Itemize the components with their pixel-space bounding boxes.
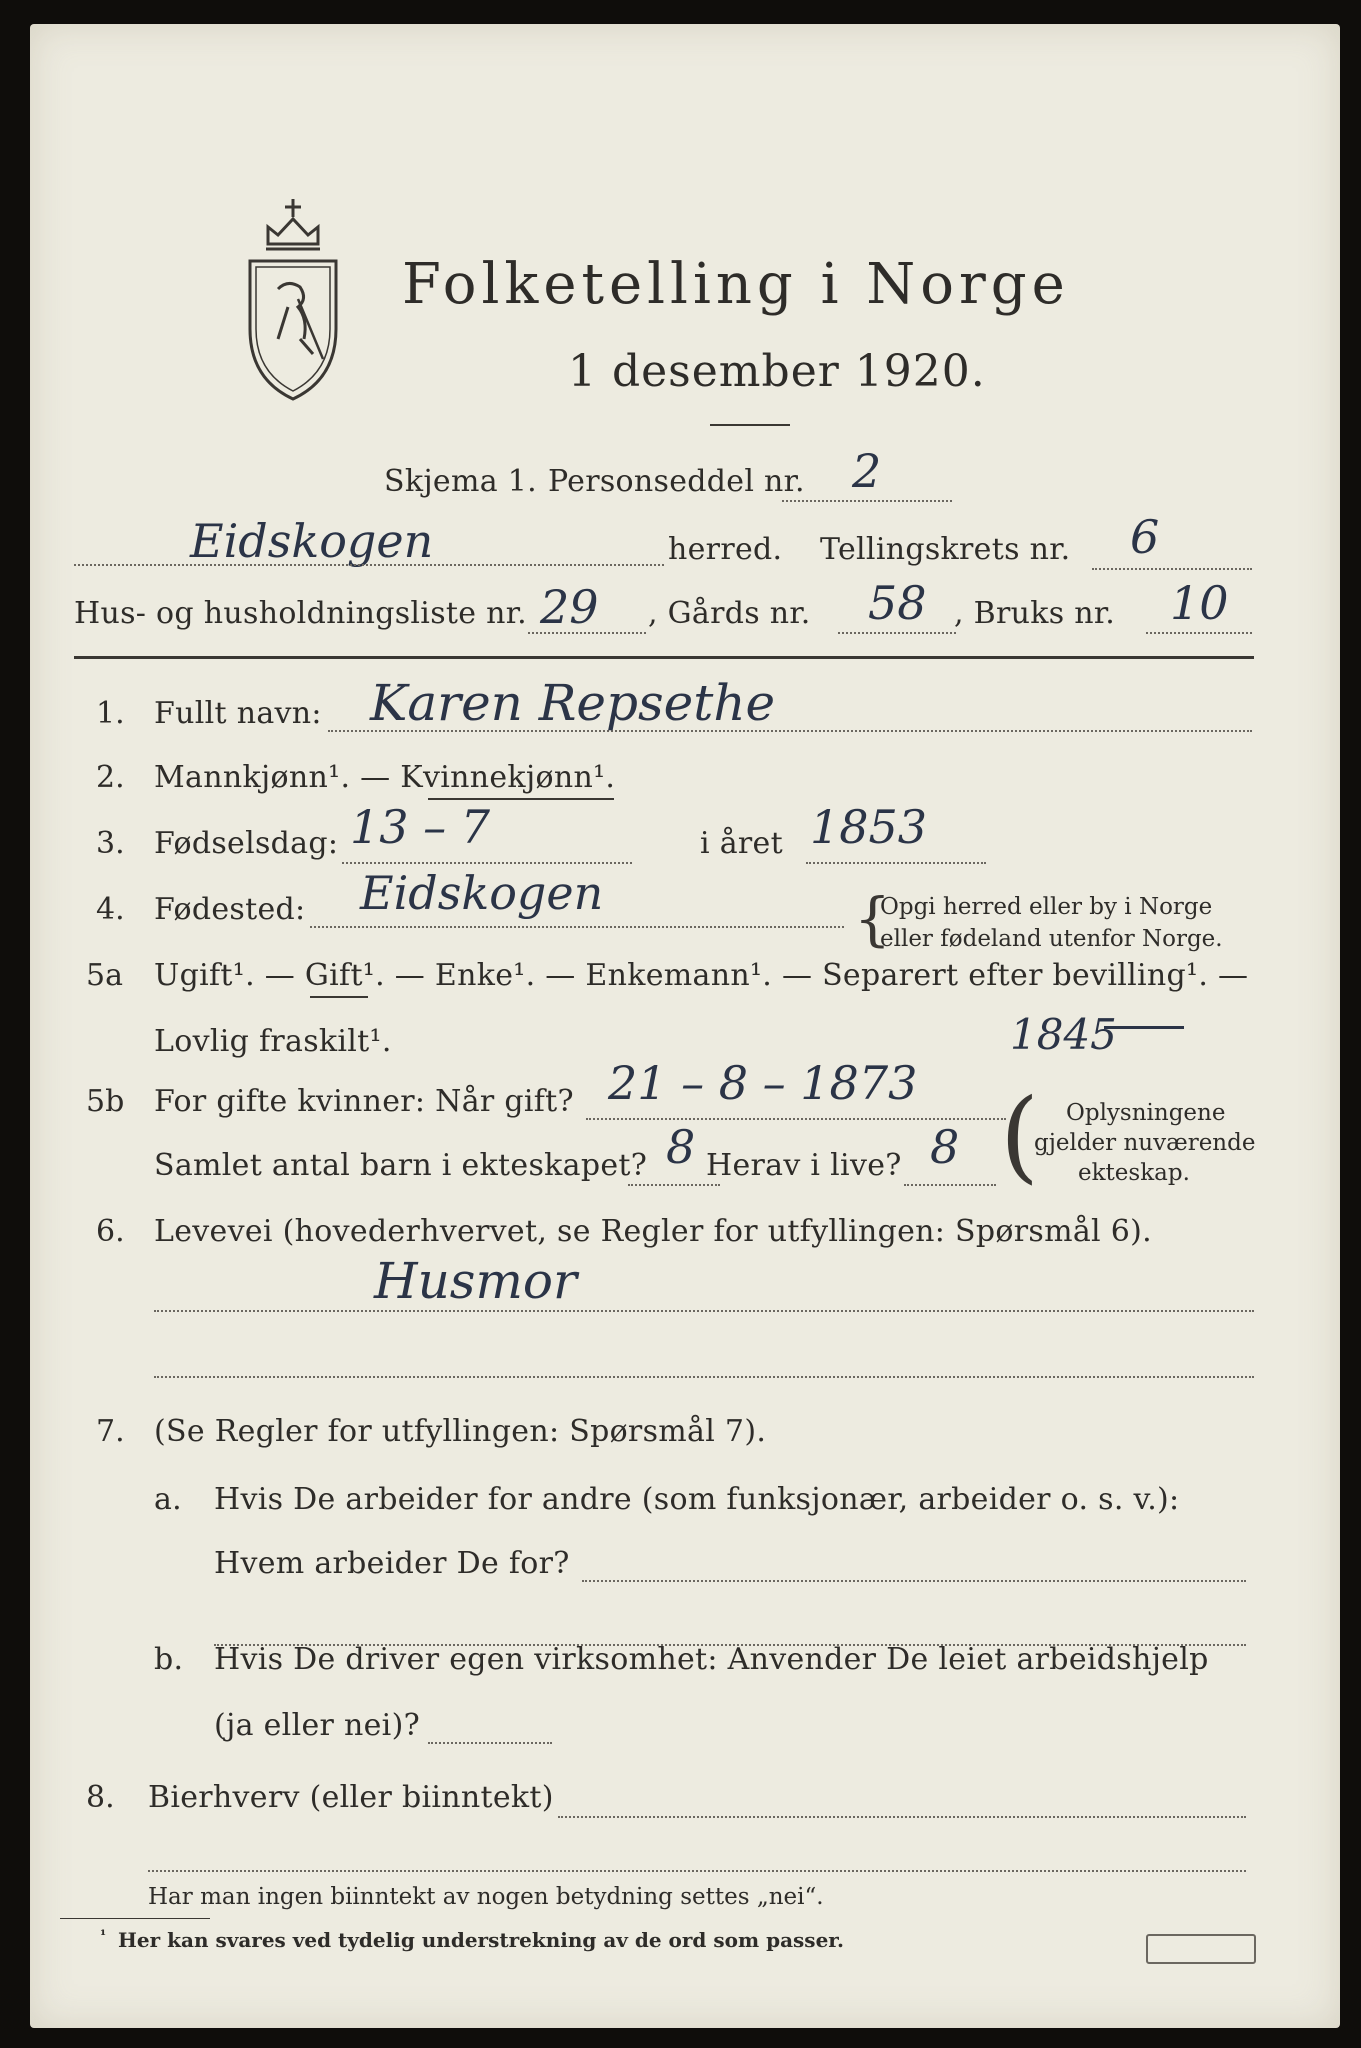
q1-number: 1. <box>96 696 125 731</box>
header-rule <box>74 656 1254 659</box>
husholdning-value[interactable]: 29 <box>540 580 599 634</box>
side-income-field-2[interactable] <box>148 1870 1246 1872</box>
alive-value[interactable]: 8 <box>930 1120 960 1174</box>
birthplace-field[interactable] <box>310 926 844 928</box>
q1-label: Fullt navn: <box>154 696 322 731</box>
q7-number: 7. <box>96 1414 125 1449</box>
form-title: Folketelling i Norge <box>402 252 1070 317</box>
gift-underline <box>310 996 368 998</box>
personseddel-label: Personseddel nr. <box>548 464 805 499</box>
herred-field[interactable] <box>74 564 664 566</box>
gards-value[interactable]: 58 <box>868 576 927 630</box>
year-label: i året <box>700 826 783 861</box>
printer-stamp <box>1146 1934 1256 1964</box>
q3-number: 3. <box>96 826 125 861</box>
full-name-value[interactable]: Karen Repsethe <box>370 674 776 732</box>
birth-year-field[interactable] <box>806 862 986 864</box>
children-label: Samlet antal barn i ekteskapet? <box>154 1148 648 1183</box>
q2-number: 2. <box>96 760 125 795</box>
footer-note: Har man ingen biinntekt av nogen betydning settes „nei“. <box>148 1884 824 1910</box>
tellingskrets-field[interactable] <box>1092 568 1252 570</box>
children-field[interactable] <box>628 1184 720 1186</box>
marriage-annotation: 1845 <box>1010 1010 1117 1059</box>
married-date-value[interactable]: 21 – 8 – 1873 <box>608 1056 918 1110</box>
q7a-line1: Hvis De arbeider for andre (som funksjonær, arbeider o. s. v.): <box>214 1482 1180 1517</box>
occupation-value[interactable]: Husmor <box>374 1252 577 1310</box>
q5b-note-line1: Oplysningene <box>1066 1100 1226 1126</box>
q4-number: 4. <box>96 892 125 927</box>
q8-label: Bierhverv (eller biinntekt) <box>148 1780 554 1815</box>
q5b-note-line2: gjelder nuværende <box>1034 1130 1256 1156</box>
q7b-line2: (ja eller nei)? <box>214 1708 420 1743</box>
q7-label: (Se Regler for utfyllingen: Spørsmål 7). <box>154 1414 767 1449</box>
footnote-text: Her kan svares ved tydelig understrekning av de ord som passer. <box>118 1928 844 1952</box>
occupation-field-1[interactable] <box>154 1310 1254 1312</box>
skjema-label: Skjema 1. <box>384 464 537 499</box>
title-divider <box>710 424 790 426</box>
q5a-number: 5a <box>86 958 123 993</box>
footnote-rule <box>60 1918 210 1919</box>
q6-number: 6. <box>96 1214 125 1249</box>
annotation-stroke <box>1104 1026 1184 1029</box>
q5b-number: 5b <box>86 1084 125 1119</box>
bruks-label: , Bruks nr. <box>954 596 1116 631</box>
footnote-mark: ¹ <box>100 1928 107 1944</box>
q4-note-line2: eller fødeland utenfor Norge. <box>880 926 1223 952</box>
q5b-note-line3: ekteskap. <box>1078 1160 1190 1186</box>
bruks-value[interactable]: 10 <box>1170 576 1229 630</box>
herred-label: herred. <box>668 532 783 567</box>
norway-coat-of-arms-icon <box>238 189 348 409</box>
married-label: For gifte kvinner: Når gift? <box>154 1084 574 1119</box>
hired-help-field[interactable] <box>428 1742 552 1744</box>
employer-field-1[interactable] <box>582 1580 1246 1582</box>
q7a-line2: Hvem arbeider De for? <box>214 1546 570 1581</box>
tellingskrets-label: Tellingskrets nr. <box>820 532 1071 567</box>
q5b-note-brace: ( <box>1000 1077 1040 1194</box>
alive-field[interactable] <box>904 1184 996 1186</box>
q5a-line1: Ugift¹. — Gift¹. — Enke¹. — Enkemann¹. — Separert efter bevilling¹. — <box>154 958 1249 993</box>
gards-label: , Gårds nr. <box>648 596 811 631</box>
birthday-field[interactable] <box>342 862 632 864</box>
q6-label: Levevei (hovederhvervet, se Regler for utfyllingen: Spørsmål 6). <box>154 1214 1152 1249</box>
personseddel-value[interactable]: 2 <box>852 444 882 498</box>
census-date: 1 desember 1920. <box>568 346 986 397</box>
birthday-value[interactable]: 13 – 7 <box>350 800 491 854</box>
husholdning-label: Hus- og husholdningsliste nr. <box>74 596 527 631</box>
q7b-line1: Hvis De driver egen virksomhet: Anvender De leiet arbeidshjelp <box>214 1642 1209 1677</box>
q5a-line2: Lovlig fraskilt¹. <box>154 1024 392 1059</box>
gards-field[interactable] <box>838 632 956 634</box>
birthplace-value[interactable]: Eidskogen <box>360 866 604 920</box>
q4-note-brace: { <box>854 885 891 953</box>
side-income-field-1[interactable] <box>558 1816 1246 1818</box>
q7a-letter: a. <box>154 1482 183 1517</box>
birth-year-value[interactable]: 1853 <box>810 800 928 854</box>
personseddel-field[interactable] <box>782 500 952 502</box>
herred-value[interactable]: Eidskogen <box>190 514 434 568</box>
census-form-sheet <box>30 24 1340 2028</box>
tellingskrets-value[interactable]: 6 <box>1130 510 1160 564</box>
alive-label: Herav i live? <box>706 1148 902 1183</box>
q2-label: Mannkjønn¹. — Kvinnekjønn¹. <box>154 760 616 795</box>
q8-number: 8. <box>86 1780 115 1815</box>
q7b-letter: b. <box>154 1642 184 1677</box>
occupation-field-2[interactable] <box>154 1376 1254 1378</box>
q4-label: Fødested: <box>154 892 306 927</box>
bruks-field[interactable] <box>1146 632 1252 634</box>
q4-note-line1: Opgi herred eller by i Norge <box>880 894 1213 920</box>
q3-label: Fødselsdag: <box>154 826 339 861</box>
children-value[interactable]: 8 <box>666 1120 696 1174</box>
